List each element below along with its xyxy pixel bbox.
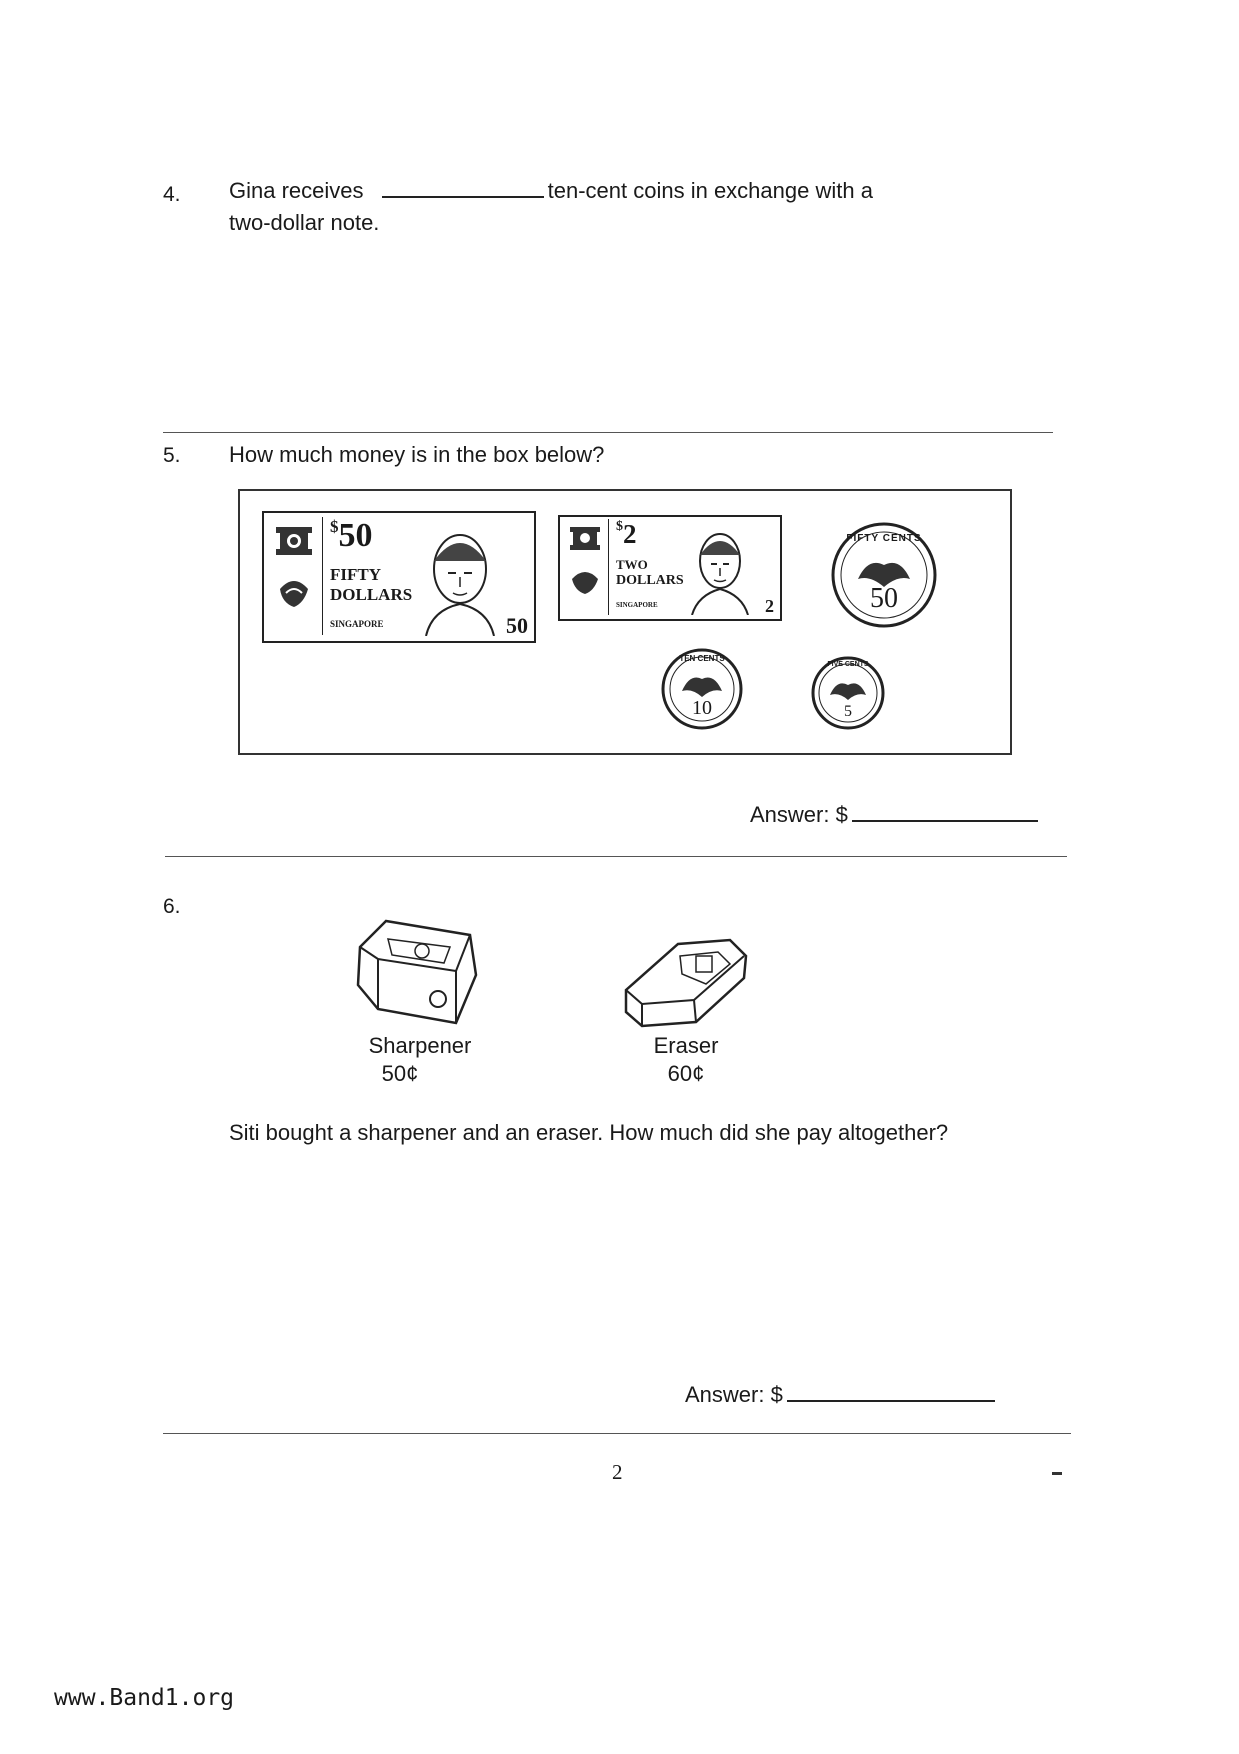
money-box	[238, 489, 1012, 755]
q6-answer-blank[interactable]	[787, 1400, 995, 1402]
q4-text-before: Gina receives	[229, 178, 364, 203]
q4-number: 4.	[163, 183, 181, 206]
q5-answer	[750, 802, 1038, 828]
note-word-two: TWO	[616, 557, 648, 572]
q6-number: 6.	[163, 895, 181, 918]
q4-text-line2: two-dollar note.	[229, 210, 380, 235]
five-cent-coin	[810, 655, 886, 731]
divider-q4-q5	[163, 432, 1053, 433]
q5-question: How much money is in the box below?	[229, 442, 605, 467]
divider-q5-q6	[165, 856, 1067, 857]
q5-number: 5.	[163, 444, 181, 467]
sharpener-price: 50¢	[381, 1061, 419, 1086]
coin-label: FIVE CENTS	[827, 661, 869, 668]
q6-answer-label: Answer: $	[685, 1382, 783, 1407]
q4-answer-blank[interactable]	[382, 196, 544, 198]
eraser-caption	[606, 1033, 766, 1087]
coin-label: TEN CENTS	[679, 654, 725, 663]
q4-text-after: ten-cent coins in exchange with a	[547, 178, 873, 203]
coin-value: 10	[692, 697, 712, 719]
note-corner-2: 2	[765, 596, 774, 616]
footer-url[interactable]: www.Band1.org	[54, 1685, 235, 1711]
page-number: 2	[612, 1460, 623, 1484]
two-dollar-note	[558, 515, 782, 621]
note-crest-icon	[562, 519, 609, 615]
note-word-dollars: DOLLARS	[330, 585, 413, 604]
note-value-50: $50	[330, 517, 373, 554]
eraser-name: Eraser	[653, 1033, 719, 1058]
fifty-dollar-note	[262, 511, 536, 643]
note-country: SINGAPORE	[616, 601, 658, 609]
note-word-fifty: FIFTY	[330, 565, 381, 584]
portrait-icon	[420, 521, 500, 641]
ten-cent-coin	[660, 647, 744, 731]
eraser-price: 60¢	[667, 1061, 705, 1086]
q6-answer	[685, 1382, 995, 1408]
sharpener-icon	[352, 915, 480, 1036]
sharpener-name: Sharpener	[368, 1033, 472, 1058]
coin-label: FIFTY CENTS	[846, 533, 922, 544]
q4-text	[229, 178, 873, 204]
portrait-icon	[688, 523, 752, 620]
note-country: SINGAPORE	[330, 619, 384, 629]
sharpener-caption	[340, 1033, 500, 1087]
divider-bottom	[163, 1433, 1071, 1434]
note-crest-icon	[266, 517, 323, 635]
q5-answer-blank[interactable]	[852, 820, 1038, 822]
coin-value: 5	[844, 703, 852, 720]
q5-answer-label: Answer: $	[750, 802, 848, 827]
note-corner-50: 50	[506, 613, 528, 638]
note-value-2: $2	[616, 519, 637, 549]
coin-value: 50	[870, 583, 898, 614]
q6-question: Siti bought a sharpener and an eraser. How much did she pay altogether?	[229, 1120, 949, 1145]
fifty-cent-coin	[830, 521, 938, 629]
eraser-icon	[620, 934, 752, 1035]
note-word-dollars: DOLLARS	[616, 573, 684, 588]
dash-mark	[1052, 1472, 1062, 1475]
